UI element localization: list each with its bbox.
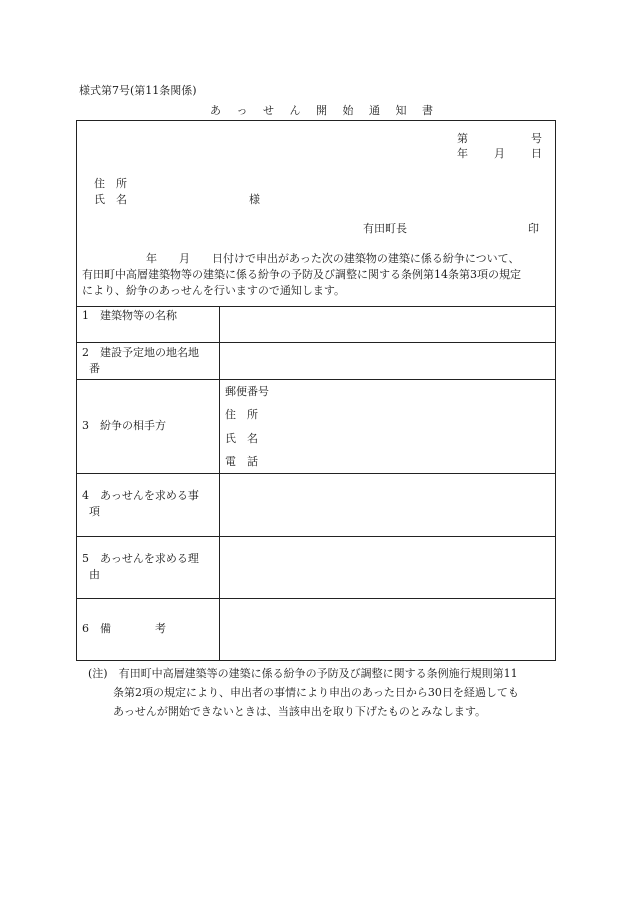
seal-mark: 印 [528,222,539,235]
footnote-line2: 条第2項の規定により、申出者の事情により申出のあった日から30日を経過しても [113,686,519,699]
issuer: 有田町長 [363,222,407,235]
number-suffix: 号 [531,132,542,145]
date-month: 月 [494,147,505,160]
notice-body-line1: 年 月 日付けで申出があった次の建築物の建築に係る紛争について、 [146,252,520,265]
table-divider [77,306,555,307]
table-divider [77,342,555,343]
row-label-mediation-matter: 4 あっせんを求める事 項 [82,489,199,518]
notice-body-line2: 有田町中高層建築物等の建築に係る紛争の予防及び調整に関する条例第14条第3項の規定 [82,268,521,281]
date-year: 年 [457,147,468,160]
counterparty-phone-label: 電 話 [225,455,258,468]
row-label-remarks: 6 備 考 [82,622,166,635]
table-divider [77,598,555,599]
notice-body-line3: により、紛争のあっせんを行いますので通知します。 [82,284,346,297]
document-title: あ っ せ ん 開 始 通 知 書 [210,104,439,117]
notice-form [76,120,556,661]
table-column-divider [219,306,220,661]
date-day: 日 [531,147,542,160]
row-label-mediation-reason: 5 あっせんを求める理 由 [82,552,199,581]
counterparty-name-label: 氏 名 [225,432,258,445]
table-divider [77,379,555,380]
honorific: 様 [249,193,260,206]
row-label-counterparty: 3 紛争の相手方 [82,419,166,432]
number-prefix: 第 [457,132,468,145]
footnote-line1: (注) 有田町中高層建築等の建築に係る紛争の予防及び調整に関する条例施行規則第11 [88,667,518,680]
form-number: 様式第7号(第11条関係) [79,84,197,97]
postal-code-label: 郵便番号 [225,385,269,398]
table-divider [77,536,555,537]
footnote-line3: あっせんが開始できないときは、当該申出を取り下げたものとみなします。 [113,705,487,718]
row-label-site-address: 2 建設予定地の地名地 番 [82,346,199,375]
recipient-name-label: 氏 名 [94,193,127,206]
table-divider [77,473,555,474]
row-label-building-name: 1 建築物等の名称 [82,309,177,322]
recipient-address-label: 住 所 [94,177,127,190]
counterparty-address-label: 住 所 [225,408,258,421]
